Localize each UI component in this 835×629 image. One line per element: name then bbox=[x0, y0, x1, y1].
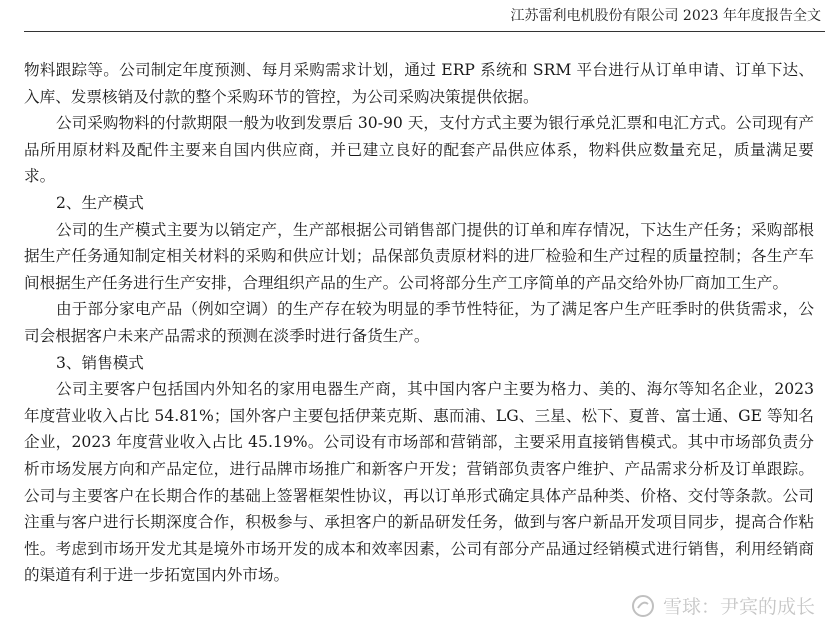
paragraph-seasonality: 由于部分家电产品（例如空调）的生产存在较为明显的季节性特征，为了满足客户生产旺季时的供货需求，公司会根据客户未来产品需求的预测在淡季时进行备货生产。 bbox=[24, 300, 814, 345]
watermark bbox=[631, 592, 815, 619]
document-body bbox=[24, 57, 814, 589]
section-heading-sales: 3、销售模式 bbox=[56, 353, 144, 372]
watermark-text: 雪球：尹宾的成长 bbox=[662, 596, 815, 618]
paragraph-procurement-process: 物料跟踪等。公司制定年度预测、每月采购需求计划，通过 ERP 系统和 SRM 平台进行从订单申请、订单下达、入库、发票核销及付款的整个采购环节的管控，为公司采购决策提供依据。 bbox=[24, 61, 814, 106]
paragraph-payment-terms: 公司采购物料的付款期限一般为收到发票后 30-90 天，支付方式主要为银行承兑汇票和电汇方式。公司现有产品所用原材料及配件主要来自国内供应商，并已建立良好的配套产品供应体系，物料供应数量充足，质量满足要求。 bbox=[24, 114, 814, 186]
paragraph-production-model: 公司的生产模式主要为以销定产，生产部根据公司销售部门提供的订单和库存情况，下达生产任务；采购部根据生产任务通知制定相关材料的采购和供应计划；品保部负责原材料的进厂检验和生产过程的质量控制；各生产车间根据生产任务进行生产安排，合理组织产品的生产。公司将部分生产工序简单的产品交给外协厂商加工生产。 bbox=[24, 220, 814, 292]
snowball-logo-icon bbox=[631, 594, 655, 618]
section-heading-production: 2、生产模式 bbox=[56, 193, 144, 212]
report-title: 江苏雷利电机股份有限公司 2023 年年度报告全文 bbox=[510, 8, 821, 24]
paragraph-sales-model: 公司主要客户包括国内外知名的家用电器生产商，其中国内客户主要为格力、美的、海尔等知名企业，2023 年度营业收入占比 54.81%；国外客户主要包括伊莱克斯、惠而浦、LG、三星、松下、夏普、富士通、GE 等知名企业，2023 年度营业收入占比 45.19%。公司设有市场部和营销部，主要采用直接销售模式。其中市场部负责分析市场发展方向和产品定位，进行品牌市场推广和新客户开发；营销部负责客户维护、产品需求分析及订单跟踪。公司与主要客户在长期合作的基础上签署框架性协议，再以订单形式确定具体产品种类、价格、交付等条款。公司注重与客户进行长期深度合作，积极参与、承担客户的新品研发任务，做到与客户新品开发项目同步，提高合作粘性。考虑到市场开发尤其是境外市场开发的成本和效率因素，公司有部分产品通过经销模式进行销售，利用经销商的渠道有利于进一步拓宽国内外市场。 bbox=[24, 380, 814, 585]
page-header bbox=[24, 0, 825, 32]
